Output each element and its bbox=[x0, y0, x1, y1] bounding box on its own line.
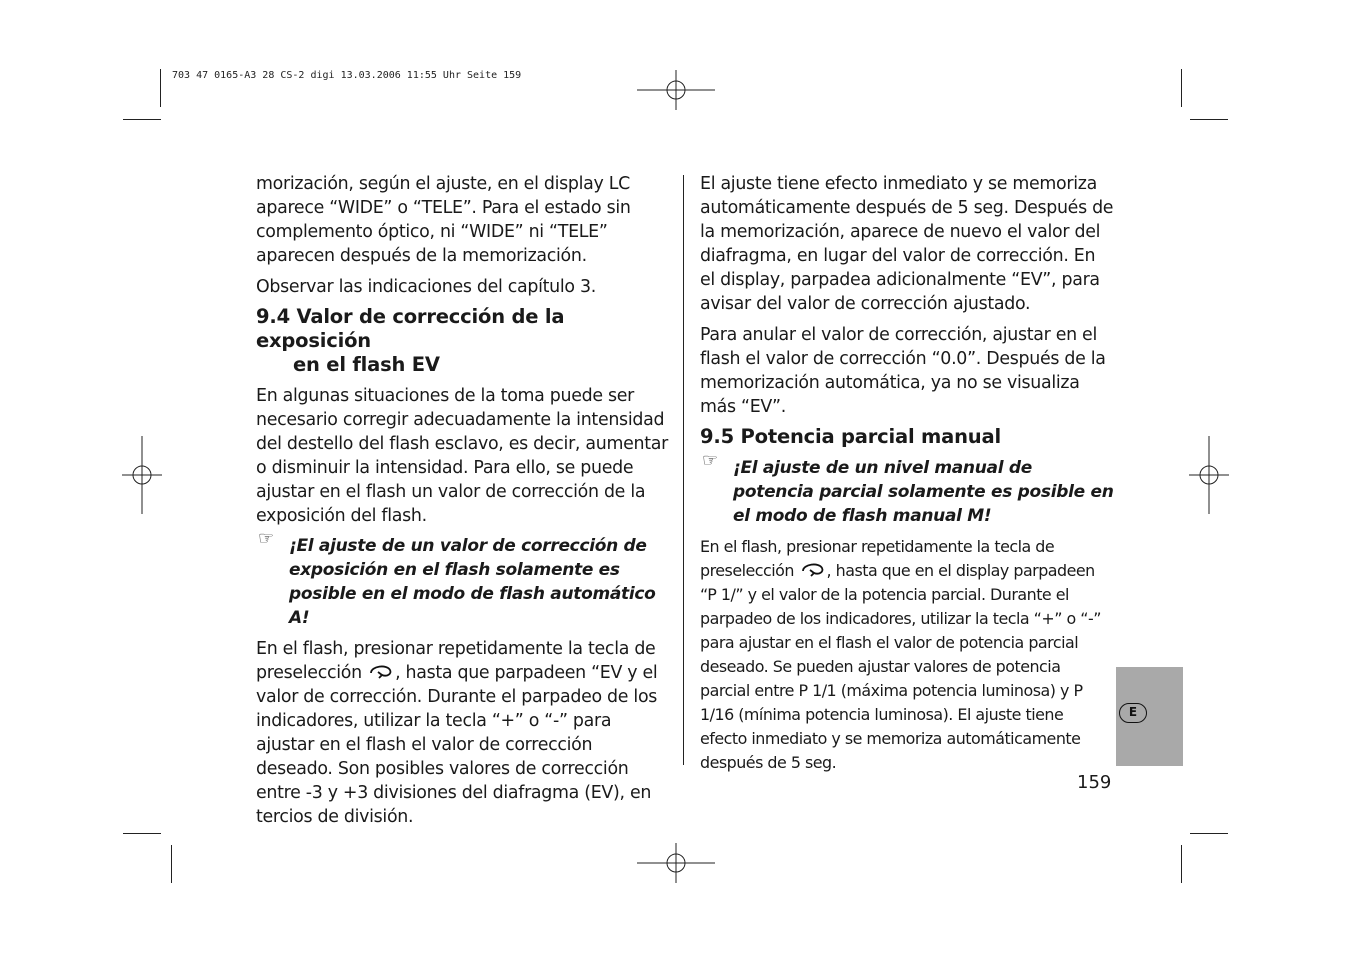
preselect-key-icon bbox=[799, 560, 827, 578]
crop-mark bbox=[1181, 69, 1182, 107]
right-column bbox=[700, 172, 1114, 775]
crop-mark bbox=[123, 833, 161, 834]
left-column bbox=[256, 172, 672, 829]
paragraph: Para anular el valor de corrección, ajustar en el flash el valor de corrección “0.0”. Después de la memorización automática, ya no se visualiza más “EV”. bbox=[700, 325, 1106, 417]
crop-mark bbox=[1190, 119, 1228, 120]
registration-mark-icon bbox=[637, 70, 715, 110]
pointing-hand-icon: ☞ bbox=[258, 528, 274, 549]
paragraph: En algunas situaciones de la toma puede ser necesario corregir adecuadamente la intensidad del destello del flash esclavo, es decir, aumentar o disminuir la intensidad. Para ello, se puede ajustar en el flash un valor de corrección de la exposición del flash. bbox=[256, 386, 668, 526]
section-heading-line: 9.4 Valor de corrección de la exposición bbox=[256, 305, 565, 352]
paragraph: El ajuste tiene efecto inmediato y se memoriza automáticamente después de 5 seg. Después de la memorización, aparece de nuevo el valor del diafragma, en lugar del valor de corrección. En el display, parpadea adicionalmente “EV”, para avisar del valor de corrección ajustado. bbox=[700, 174, 1114, 314]
preselect-key-icon bbox=[367, 662, 395, 680]
paragraph-text: , hasta que parpadeen “EV y el valor de corrección. Durante el parpadeo de los indicadores, utilizar la tecla “+” o “-” para ajustar en el flash el valor de corrección deseado. Son posibles valores de corrección entre -3 y +3 divisiones del diafragma (EV), en tercios de división. bbox=[256, 663, 658, 827]
registration-mark-icon bbox=[637, 843, 715, 883]
crop-mark bbox=[1190, 833, 1228, 834]
paragraph-text: En el flash, presionar repetidamente la tecla de preselección bbox=[256, 639, 656, 683]
note-text: ¡El ajuste de un valor de corrección de exposición en el flash solamente es posible en el modo de flash automático A! bbox=[289, 536, 656, 628]
print-header: 703 47 0165-A3 28 CS-2 digi 13.03.2006 11:55 Uhr Seite 159 bbox=[172, 70, 522, 81]
paragraph-text: , hasta que en el display parpadeen “P 1/” y el valor de la potencia parcial. Durante el parpadeo de los indicadores, utilizar la tecla “+” o “-” para ajustar en el flash el valor de potencia parcial deseado. Se pueden ajustar valores de potencia parcial entre P 1/1 (máxima potencia luminosa) y P 1/16 (mínima potencia luminosa). El ajuste tiene efecto inmediato y se memoriza automáticamente después de 5 seg. bbox=[700, 561, 1101, 772]
crop-mark bbox=[123, 119, 161, 120]
paragraph: Observar las indicaciones del capítulo 3. bbox=[256, 277, 596, 297]
section-heading bbox=[256, 305, 672, 377]
paragraph: morización, según el ajuste, en el display LC aparece “WIDE” o “TELE”. Para el estado sin complemento óptico, ni “WIDE” ni “TELE” aparecen después de la memorización. bbox=[256, 174, 631, 266]
pointing-hand-icon: ☞ bbox=[702, 450, 718, 471]
paragraph bbox=[700, 535, 1114, 775]
registration-mark-icon bbox=[1189, 436, 1229, 514]
section-heading: 9.5 Potencia parcial manual bbox=[700, 425, 1001, 448]
note bbox=[256, 528, 672, 630]
registration-mark-icon bbox=[122, 436, 162, 514]
note-text: ¡El ajuste de un nivel manual de potencia parcial solamente es posible en el modo de flash manual M! bbox=[733, 458, 1114, 526]
page-number: 159 bbox=[1077, 772, 1112, 793]
note bbox=[700, 450, 1114, 528]
paragraph bbox=[256, 637, 672, 829]
column-divider bbox=[683, 175, 684, 765]
language-badge: E bbox=[1119, 703, 1147, 723]
paragraph-text: En el flash, presionar repetidamente la tecla de preselección bbox=[700, 537, 1055, 580]
crop-mark bbox=[1181, 845, 1182, 883]
section-heading-line: en el flash EV bbox=[293, 353, 440, 376]
crop-mark bbox=[160, 69, 161, 107]
crop-mark bbox=[171, 845, 172, 883]
